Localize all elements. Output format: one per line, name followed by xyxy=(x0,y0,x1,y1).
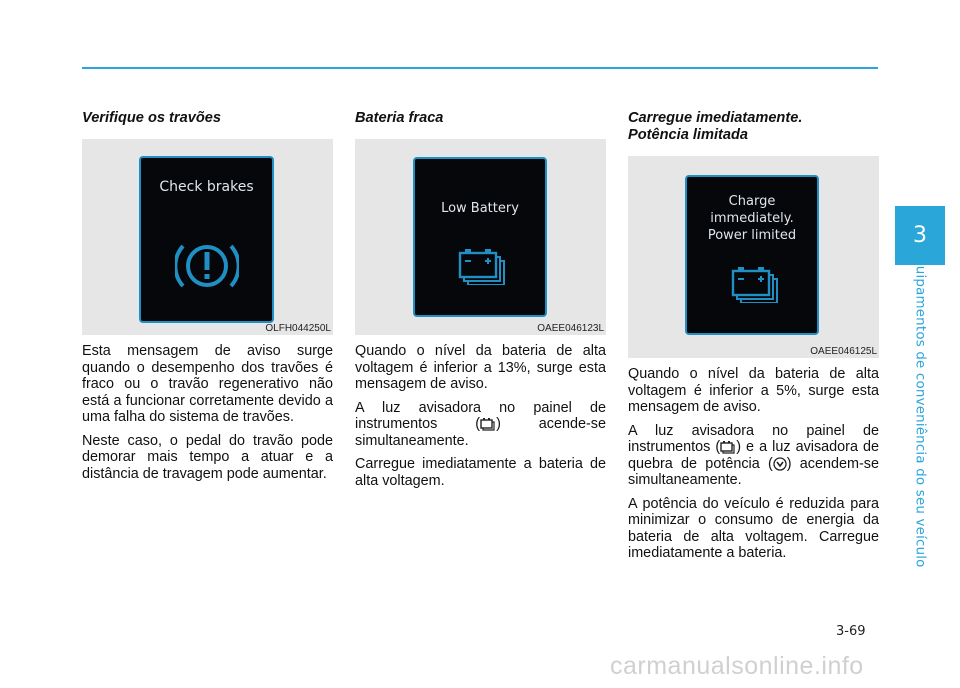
section-heading: Bateria fraca xyxy=(355,110,444,126)
paragraph: Quando o nível da bateria de alta voltagem é inferior a 13%, surge esta mensagem de aviso. xyxy=(355,343,606,392)
paragraph: A potência do veículo é reduzida para minimizar o consumo de energia da bateria de alta voltagem. Carregue imediatamente a bateria. xyxy=(628,495,879,561)
heading-line: Carregue imediatamente. xyxy=(628,110,803,126)
power-down-icon xyxy=(773,457,787,471)
paragraph: Esta mensagem de aviso surge quando o desempenho dos travões é fraco ou o travão regenerativo não está a funcionar corretamente devido a uma falha do sistema de travões. xyxy=(82,343,333,425)
chapter-tab: 3 xyxy=(895,206,945,265)
top-rule xyxy=(82,67,878,69)
figure-code: OAEE046123L xyxy=(537,323,604,334)
section-check-brakes xyxy=(82,110,333,489)
screen-line: Charge xyxy=(728,194,776,209)
paragraph-text: ) e a luz avisadora de quebra de potência ( xyxy=(628,439,880,472)
section-charge-immediately xyxy=(628,110,879,569)
paragraph: Carregue imediatamente a bateria de alta voltagem. xyxy=(355,456,606,489)
paragraph-text: A luz avisadora no painel de instrumentos ( xyxy=(628,422,879,455)
display-screen xyxy=(139,156,274,323)
display-screen xyxy=(413,157,547,317)
screen-message xyxy=(687,193,817,244)
paragraph: Quando o nível da bateria de alta voltagem é inferior a 5%, surge esta mensagem de aviso. xyxy=(628,366,879,415)
display-screen xyxy=(685,175,819,335)
screen-message: Check brakes xyxy=(159,179,254,195)
paragraph-text: ) acendem-se simultaneamente. xyxy=(628,455,879,488)
screen-line: Power limited xyxy=(707,228,797,243)
screen-message: Low Battery xyxy=(441,201,519,216)
screen-line: immediately. xyxy=(710,211,794,226)
section-low-battery xyxy=(355,110,606,496)
chapter-title: Equipamentos de conveniência do seu veículo xyxy=(912,248,928,568)
section-heading xyxy=(628,110,879,144)
battery-icon xyxy=(731,265,781,303)
figure-code: OLFH044250L xyxy=(265,323,331,334)
figure-charge-immediately xyxy=(628,156,879,358)
paragraph: Neste caso, o pedal do travão pode demorar mais tempo a atuar e a distância de travagem pode aumentar. xyxy=(82,432,333,482)
watermark: carmanualsonline.info xyxy=(610,652,864,680)
brake-warning-icon xyxy=(175,238,239,294)
figure-check-brakes xyxy=(82,139,333,335)
page-number: 3-69 xyxy=(836,624,866,639)
figure-low-battery xyxy=(355,139,606,335)
paragraph xyxy=(355,400,606,450)
battery-icon xyxy=(458,247,508,285)
heading-line: Potência limitada xyxy=(628,127,749,143)
battery-warning-icon xyxy=(720,440,736,455)
battery-warning-icon xyxy=(480,417,496,432)
paragraph xyxy=(628,423,879,489)
section-heading: Verifique os travões xyxy=(82,110,221,126)
paragraph-text: ) acende-se simultaneamente. xyxy=(355,416,607,449)
paragraph-text: A luz avisadora no painel de instrumentos ( xyxy=(355,399,606,432)
figure-code: OAEE046125L xyxy=(810,346,877,357)
